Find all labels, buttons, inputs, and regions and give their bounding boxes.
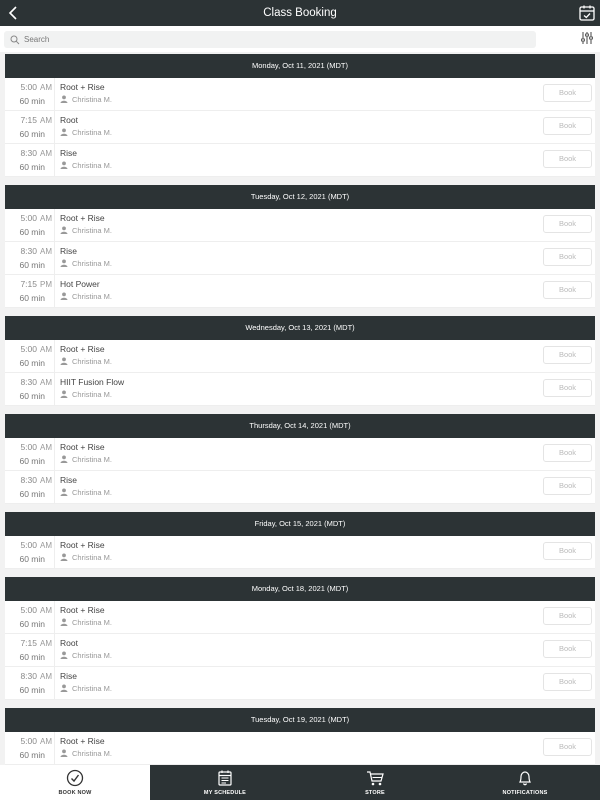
class-instructor	[60, 357, 112, 366]
class-time	[5, 115, 52, 125]
search-input[interactable]	[24, 31, 524, 48]
class-duration: 60 min	[19, 750, 45, 760]
class-name: Rise	[60, 475, 78, 485]
class-duration: 60 min	[19, 489, 45, 499]
class-row[interactable]	[5, 601, 595, 634]
class-row[interactable]	[5, 667, 595, 700]
book-button[interactable]: Book	[543, 346, 592, 364]
bell-icon	[516, 769, 534, 787]
class-row[interactable]	[5, 78, 595, 111]
instructor-name: Christina M.	[72, 618, 113, 627]
class-time-ampm: AM	[40, 378, 52, 387]
class-time	[5, 82, 52, 92]
book-button[interactable]: Book	[543, 477, 592, 495]
class-name: Root	[60, 638, 78, 648]
class-time-ampm: AM	[40, 476, 52, 485]
book-button[interactable]: Book	[543, 673, 592, 691]
row-divider	[54, 209, 55, 242]
class-time-value: 8:30	[20, 671, 37, 681]
app-header	[0, 0, 600, 26]
person-icon	[60, 259, 68, 267]
day-header: Tuesday, Oct 19, 2021 (MDT)	[5, 708, 595, 732]
book-button[interactable]: Book	[543, 84, 592, 102]
instructor-name: Christina M.	[72, 161, 113, 170]
class-instructor	[60, 390, 112, 399]
class-time	[5, 638, 52, 648]
class-duration: 60 min	[19, 685, 45, 695]
instructor-name: Christina M.	[72, 488, 113, 497]
book-button[interactable]: Book	[543, 281, 592, 299]
row-divider	[54, 144, 55, 177]
class-time-value: 5:00	[20, 213, 37, 223]
person-icon	[60, 292, 68, 300]
class-name: Root + Rise	[60, 540, 105, 550]
class-name: Root + Rise	[60, 82, 105, 92]
class-row[interactable]	[5, 242, 595, 275]
class-instructor	[60, 95, 112, 104]
class-time-value: 8:30	[20, 246, 37, 256]
row-divider	[54, 536, 55, 569]
class-time	[5, 736, 52, 746]
class-time-value: 5:00	[20, 605, 37, 615]
class-name: Hot Power	[60, 279, 100, 289]
person-icon	[60, 684, 68, 692]
class-duration: 60 min	[19, 358, 45, 368]
book-button[interactable]: Book	[543, 607, 592, 625]
class-list[interactable]	[0, 52, 600, 765]
person-icon	[60, 161, 68, 169]
instructor-name: Christina M.	[72, 749, 113, 758]
class-time-ampm: AM	[40, 737, 52, 746]
tab-label: NOTIFICATIONS	[502, 790, 548, 796]
class-instructor	[60, 226, 112, 235]
class-row[interactable]	[5, 275, 595, 308]
class-time	[5, 344, 52, 354]
class-duration: 60 min	[19, 227, 45, 237]
class-time-value: 8:30	[20, 475, 37, 485]
class-time-value: 7:15	[20, 638, 37, 648]
class-time-ampm: AM	[40, 345, 52, 354]
class-time-ampm: AM	[40, 149, 52, 158]
search-bar	[0, 26, 600, 52]
person-icon	[60, 226, 68, 234]
day-section	[0, 412, 600, 504]
class-time-value: 5:00	[20, 344, 37, 354]
instructor-name: Christina M.	[72, 226, 113, 235]
class-time	[5, 540, 52, 550]
class-time-value: 8:30	[20, 377, 37, 387]
row-divider	[54, 275, 55, 308]
instructor-name: Christina M.	[72, 128, 113, 137]
day-header: Monday, Oct 18, 2021 (MDT)	[5, 577, 595, 601]
class-row[interactable]	[5, 111, 595, 144]
person-icon	[60, 488, 68, 496]
class-time-ampm: AM	[40, 247, 52, 256]
person-icon	[60, 390, 68, 398]
class-instructor	[60, 488, 112, 497]
class-time	[5, 475, 52, 485]
instructor-name: Christina M.	[72, 455, 113, 464]
bottom-tab-bar	[0, 765, 600, 800]
search-icon	[10, 35, 20, 45]
tab-label: MY SCHEDULE	[203, 790, 247, 796]
class-row[interactable]	[5, 209, 595, 242]
class-row[interactable]	[5, 144, 595, 177]
class-row[interactable]	[5, 438, 595, 471]
class-time-value: 5:00	[20, 736, 37, 746]
row-divider	[54, 111, 55, 144]
row-divider	[54, 242, 55, 275]
instructor-name: Christina M.	[72, 651, 113, 660]
class-instructor	[60, 749, 112, 758]
person-icon	[60, 128, 68, 136]
class-time	[5, 377, 52, 387]
class-duration: 60 min	[19, 260, 45, 270]
book-button[interactable]: Book	[543, 640, 592, 658]
class-instructor	[60, 259, 112, 268]
class-duration: 60 min	[19, 96, 45, 106]
class-instructor	[60, 651, 112, 660]
calendar-icon	[216, 769, 234, 787]
row-divider	[54, 471, 55, 504]
class-row[interactable]	[5, 373, 595, 406]
class-row[interactable]	[5, 732, 595, 765]
person-icon	[60, 651, 68, 659]
tab-label: BOOK NOW	[58, 790, 92, 796]
day-header: Thursday, Oct 14, 2021 (MDT)	[5, 414, 595, 438]
class-time-ampm: AM	[40, 639, 52, 648]
person-icon	[60, 95, 68, 103]
class-duration: 60 min	[19, 619, 45, 629]
class-time-ampm: AM	[40, 214, 52, 223]
person-icon	[60, 455, 68, 463]
row-divider	[54, 732, 55, 765]
tab-label: STORE	[365, 790, 385, 796]
class-time-value: 5:00	[20, 82, 37, 92]
class-row[interactable]	[5, 471, 595, 504]
class-name: Root + Rise	[60, 736, 105, 746]
class-duration: 60 min	[19, 391, 45, 401]
class-time-ampm: AM	[40, 606, 52, 615]
class-instructor	[60, 553, 112, 562]
tab-store[interactable]	[300, 765, 450, 800]
row-divider	[54, 667, 55, 700]
class-time-ampm: AM	[40, 116, 52, 125]
instructor-name: Christina M.	[72, 390, 113, 399]
instructor-name: Christina M.	[72, 292, 113, 301]
class-name: Root + Rise	[60, 344, 105, 354]
instructor-name: Christina M.	[72, 684, 113, 693]
class-name: Root + Rise	[60, 213, 105, 223]
class-name: Root	[60, 115, 78, 125]
day-section	[0, 183, 600, 308]
class-duration: 60 min	[19, 293, 45, 303]
day-header: Monday, Oct 11, 2021 (MDT)	[5, 54, 595, 78]
search-box[interactable]	[4, 31, 536, 48]
class-time-value: 5:00	[20, 540, 37, 550]
class-instructor	[60, 455, 112, 464]
row-divider	[54, 438, 55, 471]
class-instructor	[60, 618, 112, 627]
class-time-value: 7:15	[20, 115, 37, 125]
class-row[interactable]	[5, 634, 595, 667]
class-time-ampm: AM	[40, 672, 52, 681]
row-divider	[54, 601, 55, 634]
day-section	[0, 314, 600, 406]
day-section	[0, 52, 600, 177]
book-button[interactable]: Book	[543, 117, 592, 135]
day-section	[0, 510, 600, 569]
check-circle-icon	[66, 769, 84, 787]
class-time-ampm: AM	[40, 541, 52, 550]
class-time-ampm: PM	[40, 280, 52, 289]
sliders-icon[interactable]	[580, 31, 594, 45]
class-time-ampm: AM	[40, 443, 52, 452]
tab-book-now[interactable]	[0, 765, 150, 800]
class-instructor	[60, 128, 112, 137]
cart-icon	[366, 769, 384, 787]
class-name: Rise	[60, 246, 78, 256]
instructor-name: Christina M.	[72, 259, 113, 268]
person-icon	[60, 357, 68, 365]
person-icon	[60, 553, 68, 561]
class-name: HIIT Fusion Flow	[60, 377, 125, 387]
class-time-value: 8:30	[20, 148, 37, 158]
day-section	[0, 575, 600, 700]
class-name: Rise	[60, 671, 78, 681]
class-time	[5, 605, 52, 615]
class-time-ampm: AM	[40, 83, 52, 92]
class-time-value: 7:15	[20, 279, 37, 289]
person-icon	[60, 618, 68, 626]
class-duration: 60 min	[19, 129, 45, 139]
book-button[interactable]: Book	[543, 379, 592, 397]
class-name: Root + Rise	[60, 605, 105, 615]
class-duration: 60 min	[19, 456, 45, 466]
class-row[interactable]	[5, 536, 595, 569]
book-button[interactable]: Book	[543, 248, 592, 266]
row-divider	[54, 78, 55, 111]
class-instructor	[60, 684, 112, 693]
person-icon	[60, 749, 68, 757]
class-instructor	[60, 292, 112, 301]
class-time	[5, 213, 52, 223]
row-divider	[54, 634, 55, 667]
class-row[interactable]	[5, 340, 595, 373]
day-header: Friday, Oct 15, 2021 (MDT)	[5, 512, 595, 536]
class-name: Rise	[60, 148, 78, 158]
class-duration: 60 min	[19, 652, 45, 662]
tab-notifications[interactable]	[450, 765, 600, 800]
instructor-name: Christina M.	[72, 357, 113, 366]
row-divider	[54, 340, 55, 373]
instructor-name: Christina M.	[72, 553, 113, 562]
tab-my-schedule[interactable]	[150, 765, 300, 800]
calendar-check-icon[interactable]	[578, 4, 596, 22]
book-button[interactable]: Book	[543, 150, 592, 168]
class-time	[5, 148, 52, 158]
book-button[interactable]: Book	[543, 215, 592, 233]
class-time	[5, 279, 52, 289]
class-duration: 60 min	[19, 162, 45, 172]
instructor-name: Christina M.	[72, 95, 113, 104]
book-button[interactable]: Book	[543, 542, 592, 560]
book-button[interactable]: Book	[543, 444, 592, 462]
class-instructor	[60, 161, 112, 170]
class-time-value: 5:00	[20, 442, 37, 452]
book-button[interactable]: Book	[543, 738, 592, 756]
day-header: Tuesday, Oct 12, 2021 (MDT)	[5, 185, 595, 209]
row-divider	[54, 373, 55, 406]
class-time	[5, 246, 52, 256]
class-duration: 60 min	[19, 554, 45, 564]
page-title: Class Booking	[263, 7, 337, 19]
class-time	[5, 671, 52, 681]
day-header: Wednesday, Oct 13, 2021 (MDT)	[5, 316, 595, 340]
class-name: Root + Rise	[60, 442, 105, 452]
class-time	[5, 442, 52, 452]
